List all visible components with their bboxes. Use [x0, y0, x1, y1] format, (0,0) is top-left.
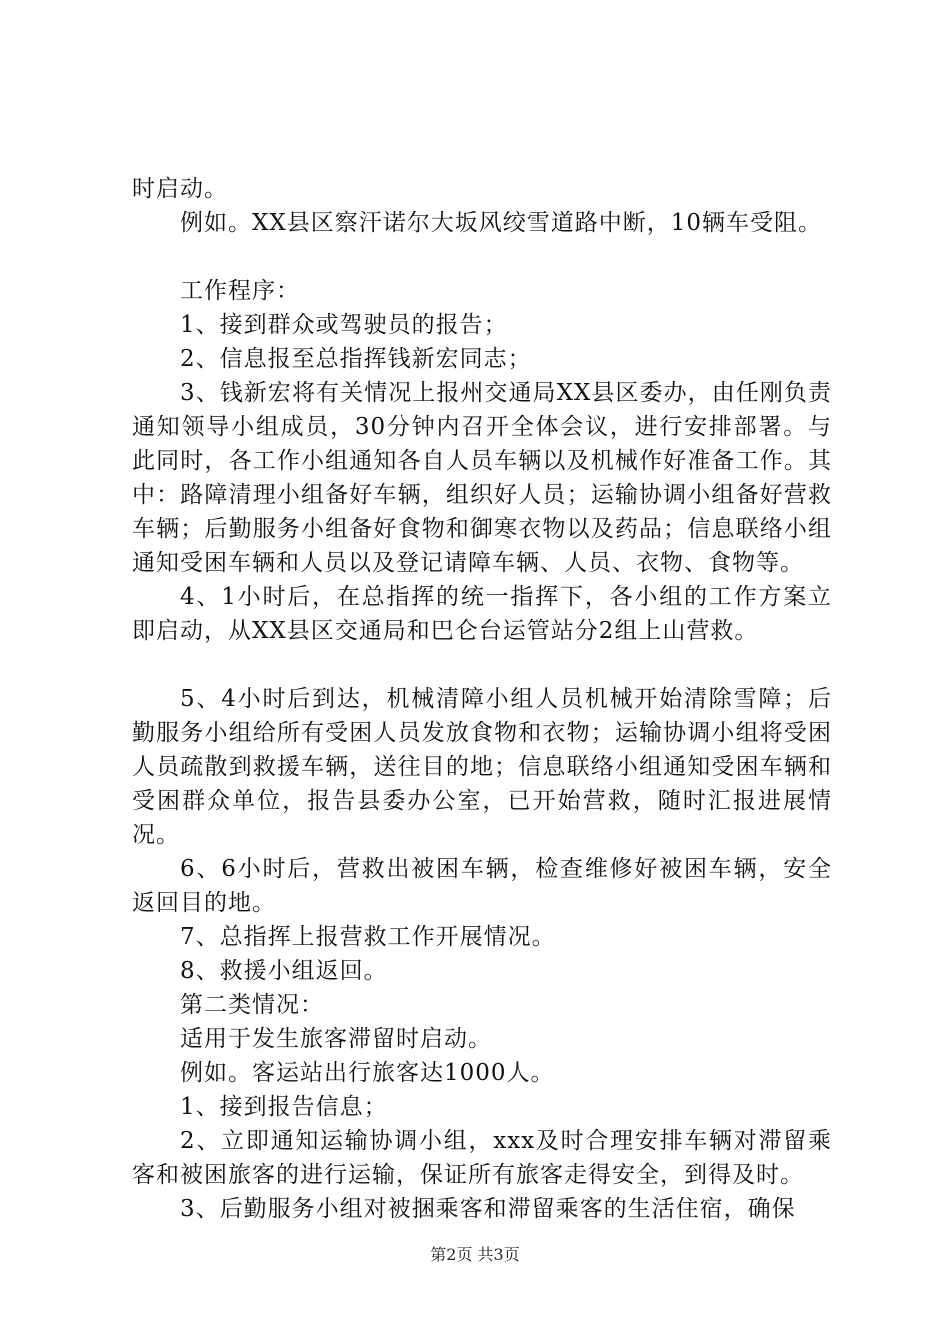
paragraph-c2-step-3: 3、后勤服务小组对被捆乘客和滞留乘客的生活住宿，确保 — [180, 1196, 796, 1222]
paragraph-example-1: 例如。XX县区察汗诺尔大坂风绞雪道路中断，10辆车受阻。 — [180, 210, 823, 236]
paragraph-step-4: 4、1小时后，在总指挥的统一指挥下，各小组的工作方案立即启动，从XX县区交通局和巴仑台运管站分2组上山营救。 — [132, 584, 832, 644]
paragraph-c2-step-2: 2、立即通知运输协调小组，xxx及时合理安排车辆对滞留乘客和被困旅客的进行运输，保证所有旅客走得安全，到得及时。 — [132, 1128, 832, 1188]
document-body — [132, 172, 832, 1226]
paragraph-step-3: 3、钱新宏将有关情况上报州交通局XX县区委办，由任刚负责通知领导小组成员，30分钟内召开全体会议，进行安排部署。与此同时，各工作小组通知各自人员车辆以及机械作好准备工作。其中：路障清理小组备好车辆，组织好人员；运输协调小组备好营救车辆；后勤服务小组备好食物和御寒衣物以及药品；信息联络小组通知受困车辆和人员以及登记请障车辆、人员、衣物、食物等。 — [132, 380, 832, 576]
page-number-label: 第2页 共3页 — [430, 1245, 520, 1264]
paragraph-step-2: 2、信息报至总指挥钱新宏同志； — [180, 346, 532, 372]
page-footer — [0, 1244, 950, 1266]
paragraph-step-5: 5、4小时后到达，机械清障小组人员机械开始清除雪障；后勤服务小组给所有受困人员发放食物和衣物；运输协调小组将受困人员疏散到救援车辆，送往目的地；信息联络小组通知受困车辆和受困群众单位，报告县委办公室，已开始营救，随时汇报进展情况。 — [132, 686, 832, 848]
paragraph-step-1: 1、接到群众或驾驶员的报告； — [180, 312, 508, 338]
paragraph-continuation: 时启动。 — [132, 176, 228, 202]
paragraph-example-2: 例如。客运站出行旅客达1000人。 — [180, 1060, 555, 1086]
paragraph-category-2-heading: 第二类情况： — [180, 992, 324, 1018]
paragraph-procedure-heading: 工作程序： — [180, 278, 300, 304]
paragraph-c2-step-1: 1、接到报告信息； — [180, 1094, 388, 1120]
paragraph-step-7: 7、总指挥上报营救工作开展情况。 — [180, 924, 556, 950]
paragraph-step-6: 6、6小时后，营救出被困车辆，检查维修好被困车辆，安全返回目的地。 — [132, 856, 832, 916]
paragraph-category-2-scope: 适用于发生旅客滞留时启动。 — [180, 1026, 492, 1052]
paragraph-step-8: 8、救援小组返回。 — [180, 958, 388, 984]
